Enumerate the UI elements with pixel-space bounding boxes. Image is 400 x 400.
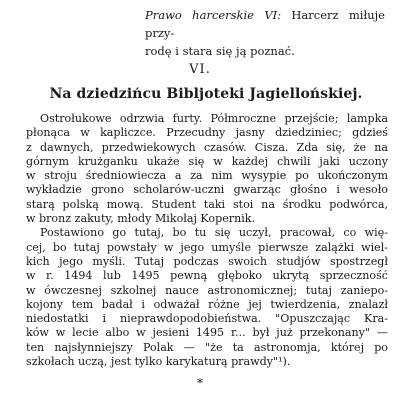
epigraph [145,6,385,60]
text-line: z dawnych, przedwiekowych czasów. Cisza. Zda się, że na [26,140,388,154]
text-line: kich jego myśli. Tutaj podczas swoich studjów spostrzegł [26,254,388,268]
epigraph-line-1-text: Harcerz miłuje przy- [145,8,385,40]
text-line: w bronz zakuty, młody Mikołaj Kopernik. [26,212,256,226]
text-line: niedostatki i nieprawdopodobieństwa. "Opuszczając Kra- [26,312,388,326]
text-line: płonąca w kapliczce. Przecudny jasny dziedziniec; gdzieś [26,126,388,140]
text-line: w stroju średniowiecza a za nim wysypie po ukończonym [26,169,388,183]
scout-law-title: Prawo harcerskie VI: [145,8,282,22]
text-line: kojony tem badał i odważał różne jej twierdzenia, znalazł [26,297,388,311]
body-text [26,112,388,369]
text-line: w ówczesnej szkolnej nauce astronomicznej; tutaj zaniepo- [26,283,388,297]
text-line: starą polską mową. Student taki stoi na środku podwórca, [26,197,388,211]
epigraph-line-2: rodę i stara się ją poznać. [145,44,295,58]
paragraph-2 [26,226,388,369]
text-line: wykładzie grono scholarów-uczni gwarząc głośno i wesoło [26,183,388,197]
text-line: ten najsłynniejszy Polak — "że ta astronomja, której po [26,340,388,354]
text-line: ków w lecie albo w jesieni 1495 r... był już przekonany" — [26,326,388,340]
text-line: szkołach uczą, jest tylko karykaturą prawdy"¹). [26,355,291,369]
chapter-number: VI. [189,62,211,77]
section-asterisk: * [197,376,203,390]
chapter-title: Na dziedzińcu Bibljoteki Jagiellońskiej. [49,86,363,102]
text-line: Ostrołukowe odrzwia furty. Półmroczne przejście; lampka [40,112,388,125]
text-line: cej, bo tutaj powstały w jego umyśle pierwsze zalążki wiel- [26,240,388,254]
paragraph-1 [26,112,388,226]
text-line: Postawiono go tutaj, bo tu się uczył, pracował, co wię- [40,226,388,240]
text-line: w r. 1494 lub 1495 pewną głęboko ukrytą sprzeczność [26,269,388,283]
epigraph-line-1 [145,6,385,42]
text-line: górnym krużganku ukaże się w każdej chwili jaki uczony [26,154,388,168]
